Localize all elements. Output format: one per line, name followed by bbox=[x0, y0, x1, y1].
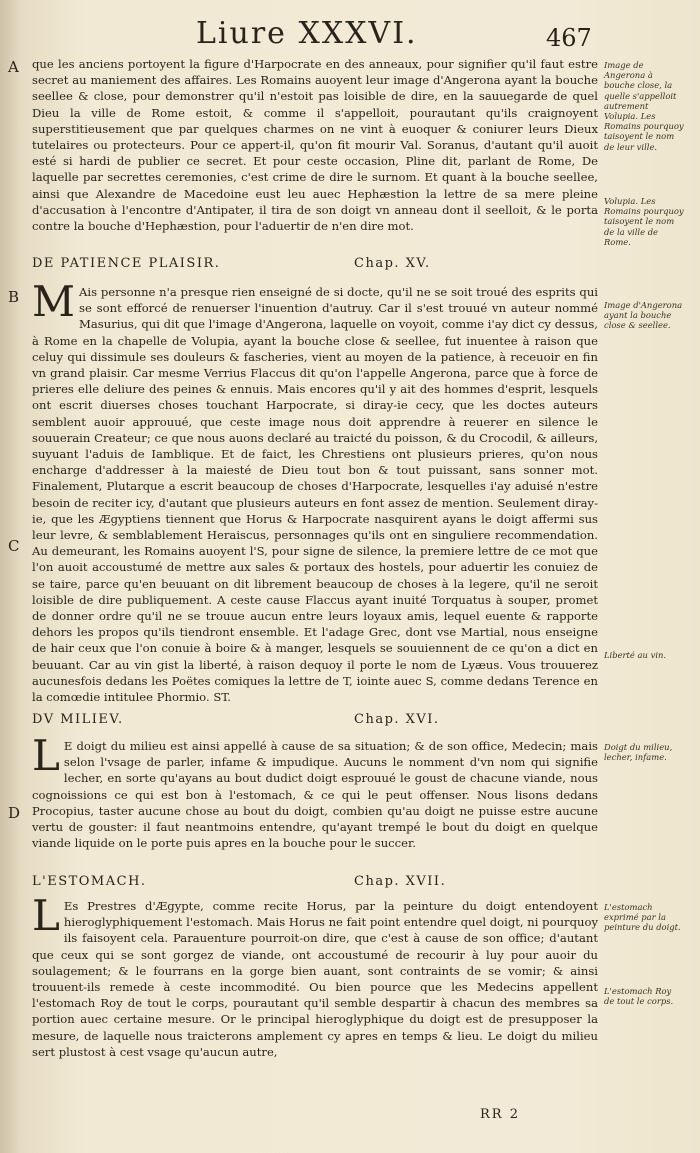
running-head bbox=[0, 14, 700, 54]
margin-note: Volupia. Les Romains pourquoy taisoyent le nom de la ville de Rome. bbox=[604, 196, 684, 247]
chapter-number: Chap. XV. bbox=[354, 256, 431, 271]
paragraph-a bbox=[32, 56, 598, 244]
drop-cap: M bbox=[32, 277, 76, 326]
paragraph-b bbox=[32, 277, 598, 705]
paragraph-d bbox=[32, 891, 598, 1102]
drop-cap: L bbox=[32, 891, 60, 940]
section-letter-b: B bbox=[8, 288, 20, 306]
margin-note: L'estomach exprimé par la peinture du doigt. bbox=[604, 902, 681, 933]
chapter-title: DV MILIEV. bbox=[32, 712, 124, 727]
chapter-number: Chap. XVII. bbox=[354, 874, 447, 889]
paragraph-d-text: Es Prestres d'Ægypte, comme recite Horus, par la peinture du doigt entendoyent hieroglyphiquement l'estomach. Mais Horus ne fait point entendre quel doigt, ni pourquoy ils faisoyent cela. Parauenture pourroit-on dire, que c'est à cause de son office; d'autant que ceux qui se sont gorgez de viande, ont accoustumé de recourir à luy pour auoir du soulagement; & le fourrans en la gorge bien auant, sont contraints de se vomir; & ainsi trouuent-ils remede à ceste incommodité. Ou bien pource que les Medecins appellent l'estomach Roy de tout le corps, pourautant qu'il semble despartir à chacun des membres sa portion auec certaine mesure. Or le principal hieroglyphique du doigt est de presupposer la mesure, de laquelle nous traicterons amplement cy apres en temps & lieu. Le doigt du milieu sert plustost à cest vsage qu'aucun autre, bbox=[32, 899, 598, 1059]
paragraph-c-text: E doigt du milieu est ainsi appellé à cause de sa situation; & de son office, Medecin; mais selon l'vsage de parler, infame & impudique. Aucuns le nomment d'vn nom qui signifie lecher, en sorte qu'ayans au bout dudict doigt esprouué le goust de chacune viande, nous cognoissions ce qui est bon à l'estomach, & ce qui le peut offenser. Nous lisons dedans Procopius, taster aucune chose au bout du doigt, combien qu'au doigt ne puisse estre aucune vertu de gouster: il faut neantmoins entendre, qu'ayant trempé le bout du doigt en quelque viande liquide on le porte puis apres en la bouche pour le succer. bbox=[32, 739, 598, 851]
chapter-number: Chap. XVI. bbox=[354, 712, 440, 727]
section-letter-d: D bbox=[8, 804, 21, 822]
chapter-title: DE PATIENCE PLAISIR. bbox=[32, 256, 221, 271]
section-letter-c: C bbox=[8, 537, 20, 555]
margin-note: L'estomach Roy de tout le corps. bbox=[604, 986, 674, 1007]
margin-note: Image de Angerona à bouche close, la quelle s'appelloit autrement Volupia. Les Romains pourquoy taisoyent le nom de leur ville. bbox=[604, 60, 684, 152]
margin-note: Doigt du milieu, lecher, infame. bbox=[604, 742, 673, 763]
margin-note: Image d'Angerona ayant la bouche close & seellee. bbox=[604, 300, 683, 331]
paragraph-c bbox=[32, 731, 598, 868]
paragraph-b-text: Ais personne n'a presque rien enseigné de si docte, qu'il ne se soit troué des esprits qui se sont efforcé de renuerser l'inuention d'autruy. Car il s'est trouué vn auteur nommé Masurius, qui dit que l'image d'Angerona, laquelle on voyoit, comme i'ay dict cy dessus, à Rome en la chapelle de Volupia, ayant la bouche close & seellee, fut inuentee à raison que celuy qui dissimule ses douleurs & fascheries, vient au moyen de la patience, à receuoir en fin vn grand plaisir. Car mesme Verrius Flaccus dit qu'on l'appelle Angerona, parce que à force de prieres elle deliure des peines & ennuis. Mais encores qu'il y ait des hommes d'esprit, lesquels ont escrit diuerses choses touchant Harpocrate, si diray-ie cecy, que les doctes auteurs semblent auoir approuué, que ceste image nous doit apprendre à reuerer en silence le souuerain Createur; ce que nous auons declaré au traicté du poisson, & du Crocodil, & ailleurs, suyuant l'aduis de Iamblique. Et de faict, les Chrestiens ont plusieurs prieres, qu'on nous encharge d'addresser à la maiesté de Dieu tout bon & tout puissant, sans sonner mot. Finalement, Plutarque a escrit beaucoup de choses d'Harpocrate, lesquelles i'ay aduisé n'estre besoin de reciter icy, d'autant que plusieurs auteurs en font assez de mention. Seulement diray-ie, que les Ægyptiens tiennent que Horus & Harpocrate nasquirent ayans le doigt affermi sus leur levre, & semblablement Heraiscus, personnages qu'ils ont en singuliere recommendation. Au demeurant, les Romains auoyent l'S, pour signe de silence, la premiere lettre de ce mot que l'on auoit accoustumé de mettre aux sales & portaux des hostels, pour aduertir les conuiez de se taire, parce qu'en beuuant on dit librement beaucoup de choses à la legere, qu'il ne seroit loisible de dire publiquement. A ceste cause Flaccus ayant inuité Torquatus à souper, promet de donner ordre qu'il ne se trouue aucun entre leurs loyaux amis, lequel euente & rapporte dehors les propos qu'ils tiendront ensemble. Et l'adage Grec, dont vse Martial, nous enseigne de hair ceux que l'on conuie à boire & à manger, lesquels se souuiennent de ce qu'on a dict en beuuant. Car au vin gist la liberté, à raison dequoy il porte le nom de Lyæus. Vous trouuerez aucunesfois dedans les Poëtes comiques la lettre de T, iointe auec S, comme dedans Terence en la comœdie intitulee Phormio. ST. bbox=[32, 285, 598, 705]
paragraph-a-text: que les anciens portoyent la figure d'Harpocrate en des anneaux, pour signifier qu'il faut estre secret au maniement des affaires. Les Romains auoyent leur image d'Angerona ayant la bouche seellee & close, pour demonstrer qu'il n'estoit pas loisible de dire, en la sauuegarde de quel Dieu la ville de Rome estoit, & comme il s'appelloit, pourautant qu'ils craignoyent superstitieusement que par quelques charmes on ne vint à euoquer & coniurer leurs Dieux tutelaires ou protecteurs. Pour ce appert-il, qu'on fit mourir Val. Soranus, d'autant qu'il auoit esté si hardi de publier ce secret. Et pour ceste occasion, Pline dit, parlant de Rome, De laquelle par secrettes ceremonies, c'est crime de dire le surnom. Et quant à la bouche seellee, ainsi que Alexandre de Macedoine eust leu auec Hephæstion la lettre de sa mere pleine d'accusation à l'encontre d'Antipater, il tira de son doigt vn anneau dont il seelloit, & le porta contre la bouche d'Hephæstion, pour l'aduertir de n'en dire mot. bbox=[32, 57, 598, 234]
chapter-title: L'ESTOMACH. bbox=[32, 874, 147, 889]
signature-mark: RR 2 bbox=[480, 1107, 520, 1122]
section-letter-a: A bbox=[8, 58, 19, 76]
margin-note: Liberté au vin. bbox=[604, 650, 667, 660]
running-title: Liure XXXVI. bbox=[196, 16, 418, 51]
page-number: 467 bbox=[546, 24, 592, 52]
drop-cap: L bbox=[32, 731, 60, 780]
